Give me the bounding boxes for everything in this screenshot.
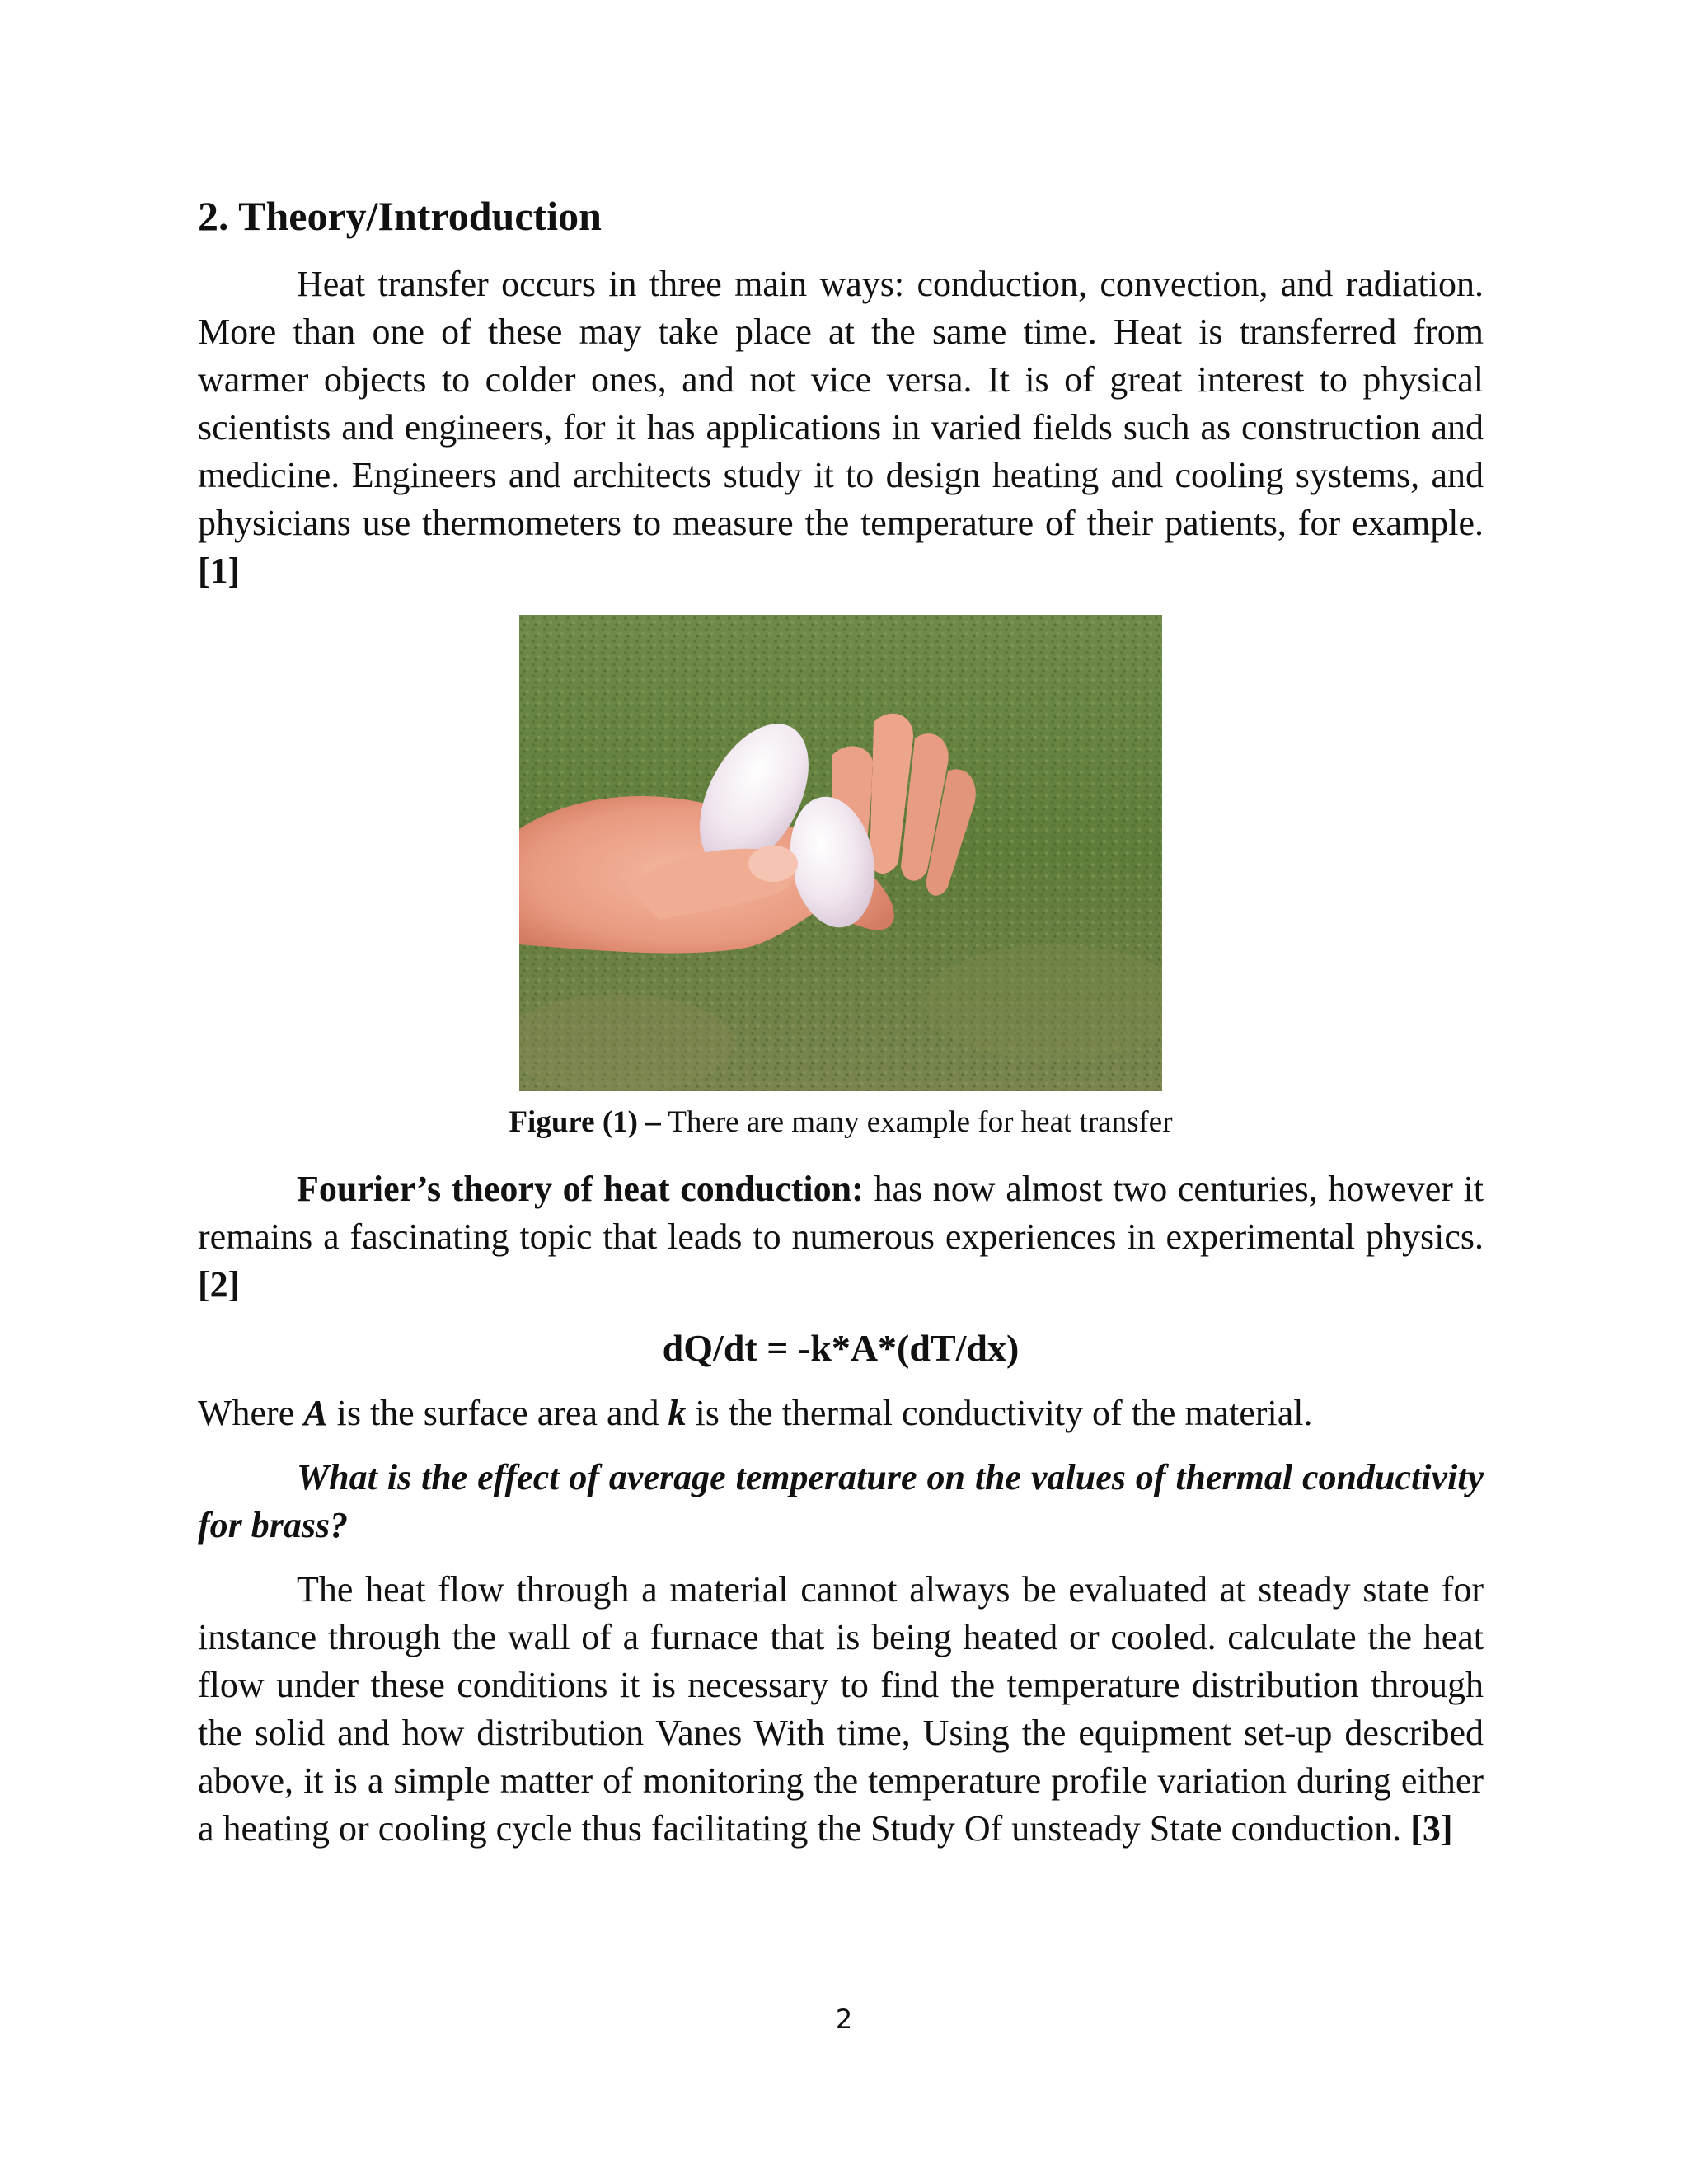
figure-caption (198, 1104, 1484, 1141)
unsteady-paragraph (198, 1566, 1484, 1853)
fourier-text: has now almost two centuries, however it remains a fascinating topic that leads to numerous experiences in experimental physics. (198, 1169, 1484, 1257)
figure-caption-text: There are many example for heat transfer (668, 1105, 1173, 1139)
where-suffix: is the thermal conductivity of the material. (695, 1393, 1313, 1433)
fourier-paragraph (198, 1165, 1484, 1309)
research-question: What is the effect of average temperature on the values of thermal conductivity for brass? (198, 1457, 1484, 1545)
reference-2: [2] (198, 1264, 241, 1305)
where-sentence (198, 1390, 1484, 1437)
figure-image (519, 615, 1162, 1091)
page-number: 2 (835, 2004, 853, 2035)
reference-3: [3] (1410, 1808, 1453, 1849)
intro-text: Heat transfer occurs in three main ways: conduction, convection, and radiation. More than one of these may take place at the same time. Heat is transferred from warmer objects to colder ones, and not vice versa. It is of great interest to physical scientists and engineers, for it has applications in varied fields such as construction and medicine. Engineers and architects study it to design heating and cooling systems, and physicians use thermometers to measure the temperature of their patients, for example. (198, 264, 1484, 543)
variable-a: A (303, 1393, 328, 1433)
variable-k: k (668, 1393, 687, 1433)
where-prefix: Where (198, 1393, 295, 1433)
fourier-equation: dQ/dt = -k*A*(dT/dx) (662, 1327, 1020, 1369)
document-page (198, 191, 1484, 1853)
intro-paragraph (198, 260, 1484, 595)
fourier-lead: Fourier’s theory of heat conduction: (297, 1169, 864, 1209)
where-middle: is the surface area and (336, 1393, 659, 1433)
reference-1: [1] (198, 551, 241, 591)
figure-caption-label: Figure (1) – (509, 1105, 661, 1139)
hand-holding-ice-image (519, 615, 1162, 1091)
unsteady-text: The heat flow through a material cannot always be evaluated at steady state for instance through the wall of a furnace that is being heated or cooled. calculate the heat flow under these conditions it is necessary to find the temperature distribution through the solid and how distribution Vanes With time, Using the equipment set-up described above, it is a simple matter of monitoring the temperature profile variation during either a heating or cooling cycle thus facilitating the Study Of unsteady State conduction. (198, 1569, 1484, 1849)
section-heading: 2. Theory/Introduction (198, 193, 602, 239)
